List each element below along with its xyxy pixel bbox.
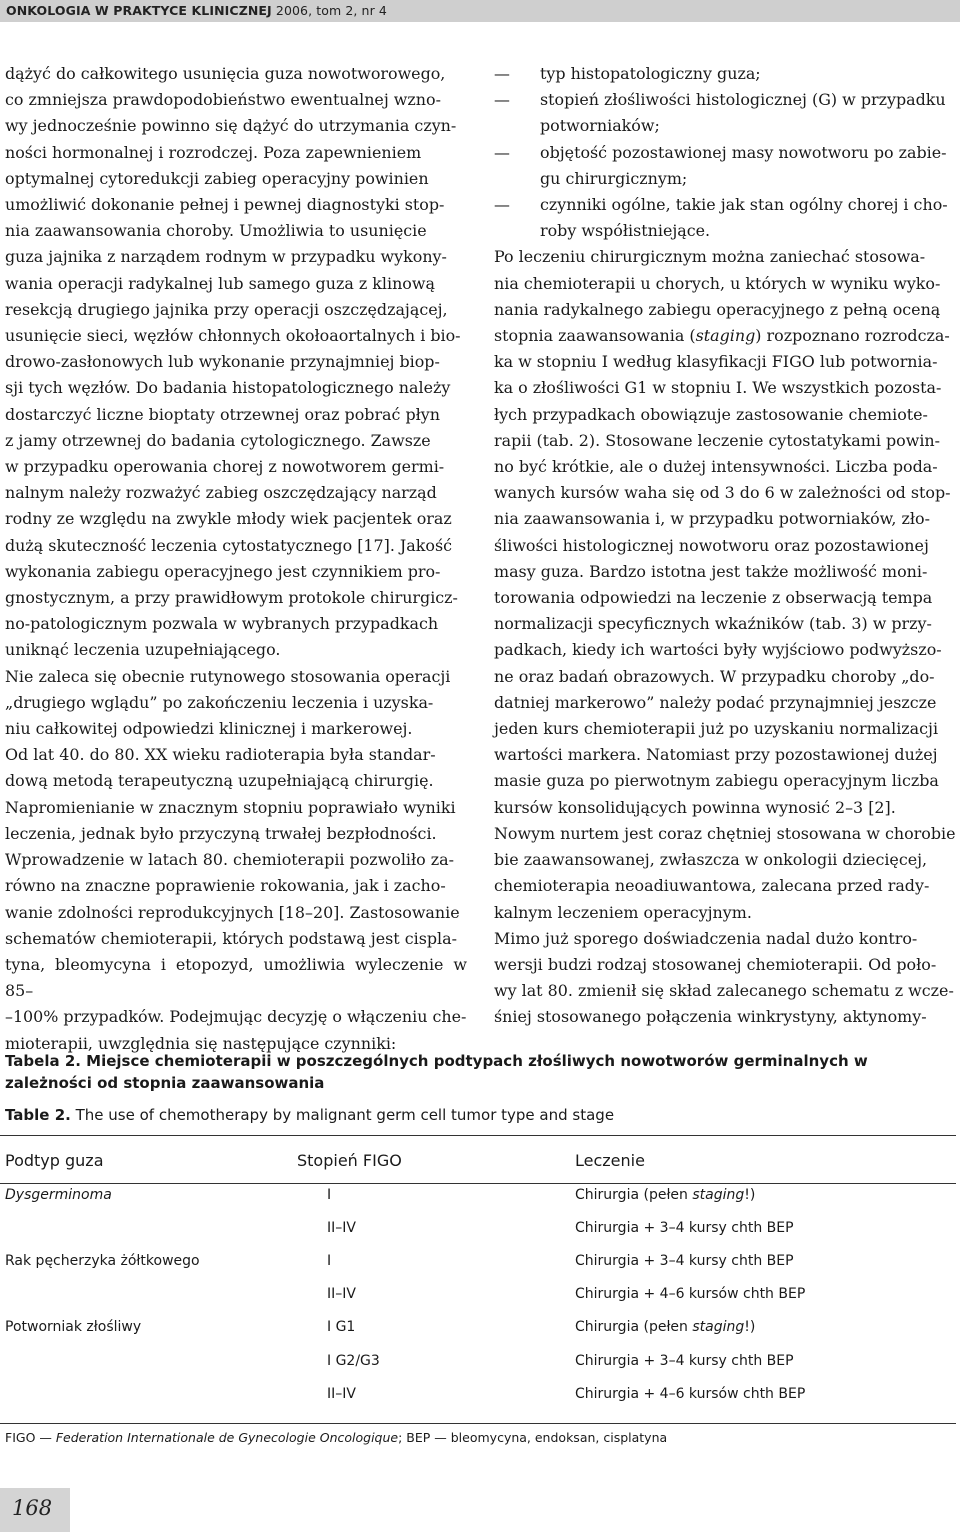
table-caption-pl-label: Tabela 2. [5,1052,81,1070]
footnote-figo-expansion: Federation Internationale de Gynecologie Oncologique [55,1430,399,1445]
cell-treatment: Chirurgia (pełen staging!) [575,1319,756,1336]
text-line: dową metodą terapeutyczną uzupełniającą chirurgię. [5,771,434,791]
left-paragraph-2 [5,664,467,743]
text-line: no-patologicznym pozwala w wybranych przypadkach [5,614,439,634]
header-figo-stage: Stopień FIGO [297,1150,402,1170]
table-caption-pl [5,1050,955,1094]
cell-tumor-type [0,1211,297,1244]
text-line: ne oraz badań obrazowych. W przypadku choroby „do- [494,666,935,686]
text-line: kursów konsolidujących powinna wynosić 2–3 [2]. [494,797,896,817]
text-line: z jamy otrzewnej do badania cytologicznego. Zawsze [5,430,431,450]
text-line: no być krótkie, ale o dużej intensywności. Liczba poda- [494,457,938,477]
text-line: wartości markera. Natomiast przy pozostawionej dużej [494,745,938,765]
text-line: resekcją drugiego jajnika przy operacji oszczędzającej, [5,299,448,319]
list-dash: — [494,142,510,162]
running-header [0,0,960,22]
cell-figo-stage: I [327,1252,332,1269]
text-line: Po leczeniu chirurgicznym można zaniechać stosowa- [494,247,926,267]
text-line: masy guza. Bardzo istotna jest także możliwość moni- [494,561,928,581]
text-line: ka o złośliwości G1 w stopniu I. We wszystkich pozosta- [494,378,942,398]
text-line: typ histopatologiczny guza; [540,64,761,83]
cell-treatment: Chirurgia + 3–4 kursy chth BEP [575,1352,794,1369]
text-line: wy jednocześnie powinno się dążyć do utrzymania czyn- [5,116,457,136]
text-line: nia zaawansowania choroby. Umożliwia to usunięcie [5,221,427,241]
cell-tumor-type: Rak pęcherzyka żółtkowego [5,1252,200,1269]
right-paragraph-3 [494,926,956,1031]
text-line: wersji budzi rodzaj stosowanej chemioterapii. Od poło- [494,954,937,974]
cell-tumor-type [0,1344,297,1377]
factor-list-item [494,140,956,192]
text-line: „drugiego wglądu” po zakończeniu leczenia i uzyska- [5,692,434,712]
page-number: 168 [12,1496,53,1520]
text-line: stopień złośliwości histologicznej (G) w przypadku [540,90,946,110]
factor-list-item [494,61,956,87]
text-line: wy lat 80. zmienił się skład zalecanego schematu z wcze- [494,981,954,1001]
text-line: datniej markerowo” należy podać przynajmniej jeszcze [494,692,937,712]
text-line: optymalnej cytoredukcji zabieg operacyjny powinien [5,168,429,188]
cell-tumor-type [0,1377,297,1410]
text-line: masie guza po pierwotnym zabiegu operacyjnym liczba [494,771,939,791]
text-line: gnostycznym, a przy prawidłowym protokole chirurgicz- [5,588,458,608]
right-paragraph-2 [494,821,956,926]
table-row [0,1377,956,1410]
table-caption-en-label: Table 2. [5,1106,71,1124]
text-line: jeden kurs chemioterapii już po uzyskaniu normalizacji [494,719,939,739]
text-line: Nowym nurtem jest coraz chętniej stosowana w chorobie [494,823,956,843]
table-row [0,1244,956,1277]
text-line: torowania odpowiedzi na leczenie z obserwacją tempa [494,588,933,608]
text-line: padkach, kiedy ich wartości były wyjściowo podwyższo- [494,640,942,660]
footnote-figo: FIGO — [5,1430,56,1445]
text-line: sji tych węzłów. Do badania histopatologicznego należy [5,378,451,398]
text-line: uniknąć leczenia uzupełniającego. [5,640,281,660]
list-dash: — [494,64,510,83]
text-line: objętość pozostawionej masy nowotworu po zabie- [540,142,947,162]
page-number-box [0,1488,70,1532]
cell-treatment: Chirurgia + 4–6 kursów chth BEP [575,1385,806,1402]
text-line: nia chemioterapii u chorych, u których w wyniku wyko- [494,273,941,293]
table-top-rule [0,1135,956,1136]
table-header-row [0,1142,956,1178]
cell-treatment: Chirurgia + 3–4 kursy chth BEP [575,1252,794,1269]
table-row [0,1278,956,1311]
list-dash: — [494,195,510,215]
cell-figo-stage: I G1 [327,1319,356,1336]
text-line: śliwości histologicznej nowotworu oraz pozostawionej [494,535,929,555]
cell-figo-stage: I G2/G3 [327,1352,380,1369]
table-row [0,1311,956,1344]
text-line: Wprowadzenie w latach 80. chemioterapii pozwoliło za- [5,850,454,870]
text-line: tyna, bleomycyna i etopozyd, umożliwia wyleczenie w 85– [5,954,467,1001]
chemotherapy-table [0,1142,956,1410]
text-line: rapii (tab. 2). Stosowane leczenie cytostatykami powin- [494,430,941,450]
text-line: ) rozpoznano rozrodcza- [755,326,950,346]
text-line: Od lat 40. do 80. XX wieku radioterapia była standar- [5,745,436,765]
text-line: co zmniejsza prawdopodobieństwo ewentualnej wzno- [5,90,441,110]
text-line: mioterapii, uwzględnia się następujące czynniki: [5,1033,397,1053]
text-line: wanie zdolności reprodukcyjnych [18–20]. Zastosowanie [5,902,460,922]
left-paragraph-3 [5,742,467,1056]
text-line: –100% przypadków. Podejmując decyzję o włączeniu che- [5,1007,467,1027]
text-line: wania operacji radykalnej lub samego guza z klinową [5,273,435,293]
text-line: wykonania zabiegu operacyjnego jest czynnikiem pro- [5,561,441,581]
text-line: łych przypadkach obowiązuje zastosowanie chemiote- [494,404,928,424]
table-caption-en-text: The use of chemotherapy by malignant germ cell tumor type and stage [70,1106,615,1124]
text-line: roby współistniejące. [540,221,711,241]
text-line: potworniaków; [540,116,660,136]
text-line: ności hormonalnej i rozrodczej. Poza zapewnieniem [5,142,422,162]
text-line: dostarczyć liczne bioptaty otrzewnej oraz pobrać płyn [5,404,441,424]
factor-list-item [494,192,956,244]
text-line: śniej stosowanego połączenia winkrystyny, aktynomy- [494,1007,927,1027]
text-line: czynniki ogólne, takie jak stan ogólny chorej i cho- [540,195,948,215]
text-line: leczenia, jednak było przyczyną trwałej bezpłodności. [5,823,437,843]
text-line: nia zaawansowania i, w przypadku potworniaków, zło- [494,509,930,529]
journal-issue: 2006, tom 2, nr 4 [271,3,387,18]
text-line: ka w stopniu I według klasyfikacji FIGO lub potwornia- [494,352,938,372]
text-line: równo na znaczne poprawienie rokowania, jak i zacho- [5,876,446,896]
table-row [0,1211,956,1244]
text-line: Mimo już sporego doświadczenia nadal dużo kontro- [494,928,918,948]
header-treatment: Leczenie [575,1150,645,1170]
table-row [0,1344,956,1377]
text-line: Nie zaleca się obecnie rutynowego stosowania operacji [5,666,451,686]
cell-treatment: Chirurgia (pełen staging!) [575,1186,756,1203]
list-dash: — [494,90,510,110]
text-line: wanych kursów waha się od 3 do 6 w zależności od stop- [494,483,951,503]
cell-tumor-type [0,1278,297,1311]
left-column [5,61,467,1057]
text-line: nalnym należy rozważyć zabieg oszczędzający narząd [5,483,437,503]
table-caption-en [5,1104,955,1126]
staging-term: staging [695,326,756,346]
text-line: drowo-zasłonowych lub wykonanie przynajmniej biop- [5,352,440,372]
cell-treatment: Chirurgia + 3–4 kursy chth BEP [575,1219,794,1236]
right-column [494,61,956,1031]
table-caption-pl-text: Miejsce chemioterapii w poszczególnych podtypach złośliwych nowotworów germinalnych w zależności od stopnia zaawansowania [5,1052,868,1092]
cell-figo-stage: II–IV [327,1286,356,1303]
text-line: dużą skuteczność leczenia cytostatycznego [17]. Jakość [5,535,453,555]
cell-figo-stage: I [327,1186,332,1203]
table-bottom-rule [0,1423,956,1424]
cell-treatment: Chirurgia + 4–6 kursów chth BEP [575,1286,806,1303]
left-paragraph-1 [5,61,467,664]
text-line: stopnia zaawansowania ( [494,326,696,346]
cell-figo-stage: II–IV [327,1385,356,1402]
text-line: dążyć do całkowitego usunięcia guza nowotworowego, [5,64,446,83]
table-row [0,1178,956,1211]
journal-title: ONKOLOGIA W PRAKTYCE KLINICZNEJ [6,3,272,18]
footnote-rest: ; BEP — bleomycyna, endoksan, cisplatyna [398,1430,668,1445]
text-line: kalnym leczeniem operacyjnym. [494,902,752,922]
factor-list [494,61,956,244]
cell-figo-stage: II–IV [327,1219,356,1236]
text-line: chemioterapia neoadiuwantowa, zalecana przed rady- [494,876,930,896]
text-line: gu chirurgicznym; [540,168,688,188]
cell-tumor-type: Potworniak złośliwy [5,1319,142,1336]
text-line: Napromienianie w znacznym stopniu poprawiało wyniki [5,797,456,817]
text-line: umożliwić dokonanie pełnej i pewnej diagnostyki stop- [5,195,445,215]
header-tumor-type: Podtyp guza [5,1150,104,1170]
text-line: w przypadku operowania chorej z nowotworem germi- [5,457,445,477]
cell-tumor-type: Dysgerminoma [5,1186,112,1203]
text-line: bie zaawansowanej, zwłaszcza w onkologii dziecięcej, [494,850,928,870]
text-line: rodny ze względu na zwykle młody wiek pacjentek oraz [5,509,452,529]
factor-list-item [494,87,956,139]
text-line: schematów chemioterapii, których podstawą jest cispla- [5,928,457,948]
table-footnote [5,1428,667,1448]
text-line: usunięcie sieci, węzłów chłonnych okołoaortalnych i bio- [5,326,461,346]
text-line: nania radykalnego zabiegu operacyjnego z pełną oceną [494,299,941,319]
text-line: niu całkowitej odpowiedzi klinicznej i markerowej. [5,719,413,739]
right-paragraph-1 [494,244,956,820]
text-line: normalizacji specyficznych wkaźników (tab. 3) w przy- [494,614,932,634]
running-header-text [6,3,387,18]
text-line: guza jajnika z narządem rodnym w przypadku wykony- [5,247,447,267]
